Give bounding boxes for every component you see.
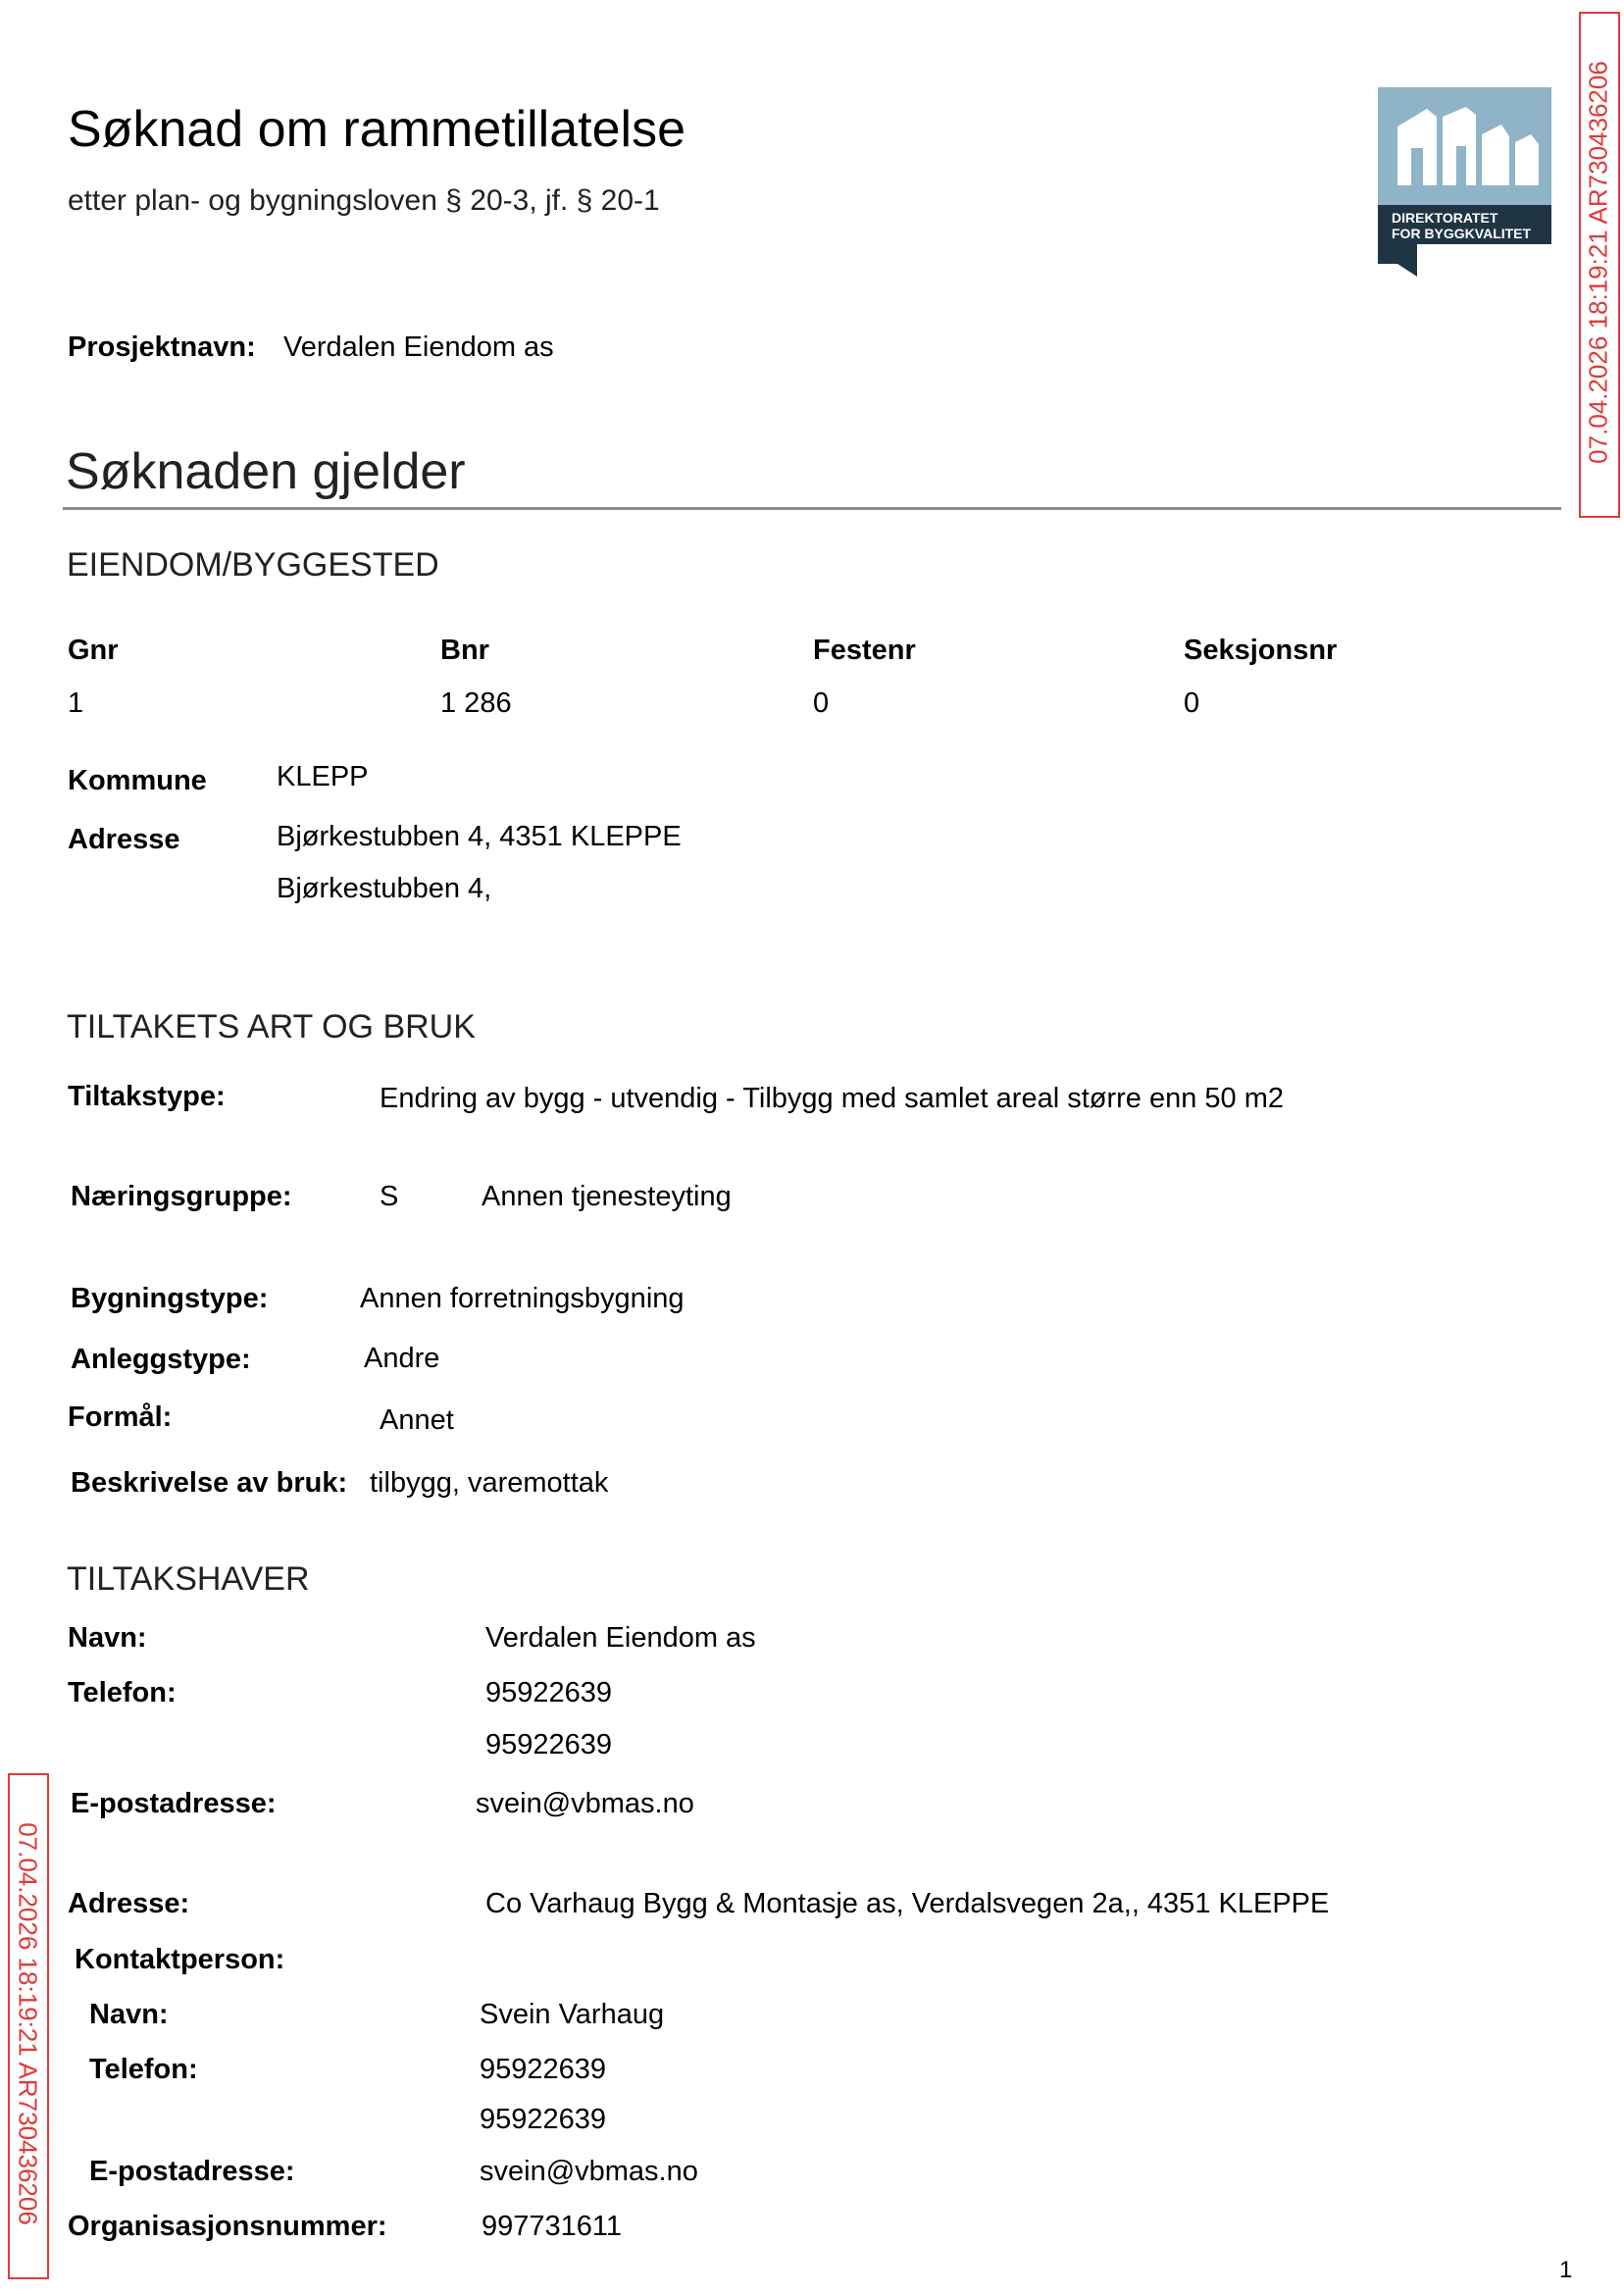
festenr-value: 0 — [813, 688, 830, 719]
stamp-text-left: 07.04.2026 18:19:21 AR730436206 — [13, 1822, 43, 2225]
organisasjonsnummer-label: Organisasjonsnummer: — [68, 2211, 387, 2242]
bygningstype-value: Annen forretningsbygning — [360, 1283, 685, 1314]
tiltakshaver-adresse-value: Co Varhaug Bygg & Montasje as, Verdalsvegen 2a,, 4351 KLEPPE — [485, 1888, 1330, 1919]
naeringsgruppe-label: Næringsgruppe: — [71, 1181, 292, 1212]
logo-line1: DIREKTORATET — [1392, 210, 1498, 226]
property-heading: EIENDOM/BYGGESTED — [67, 546, 439, 584]
naeringsgruppe-value: Annen tjenesteyting — [482, 1181, 732, 1212]
tiltakshaver-epost-label: E-postadresse: — [71, 1788, 277, 1819]
timestamp-stamp-right — [1579, 12, 1620, 518]
kontaktperson-label: Kontaktperson: — [75, 1944, 285, 1975]
formaal-value: Annet — [380, 1404, 454, 1436]
kontakt-telefon1: 95922639 — [480, 2054, 607, 2085]
adresse-label: Adresse — [68, 824, 180, 855]
kommune-value: KLEPP — [277, 761, 369, 792]
section-title: Søknaden gjelder — [66, 443, 466, 500]
document-subtitle: etter plan- og bygningsloven § 20-3, jf. § 20-1 — [68, 184, 660, 217]
tiltakshaver-navn-label: Navn: — [68, 1622, 147, 1654]
bnr-label: Bnr — [440, 635, 489, 666]
tiltakshaver-telefon1: 95922639 — [485, 1677, 613, 1708]
timestamp-stamp-left — [8, 1773, 49, 2279]
naeringsgruppe-code: S — [380, 1181, 399, 1212]
anleggstype-value: Andre — [364, 1343, 440, 1374]
adresse-line1: Bjørkestubben 4, 4351 KLEPPE — [277, 821, 682, 852]
seksjonsnr-value: 0 — [1184, 688, 1200, 719]
tiltakshaver-adresse-label: Adresse: — [68, 1888, 190, 1919]
seksjonsnr-label: Seksjonsnr — [1184, 635, 1338, 666]
beskrivelse-label: Beskrivelse av bruk: — [71, 1467, 348, 1499]
project-name-label: Prosjektnavn: — [68, 331, 256, 363]
tiltakshaver-telefon-label: Telefon: — [68, 1677, 177, 1708]
formaal-label: Formål: — [68, 1402, 173, 1433]
tiltakshaver-telefon2: 95922639 — [485, 1729, 613, 1760]
tiltakshaver-heading: TILTAKSHAVER — [67, 1560, 310, 1598]
project-name-value: Verdalen Eiendom as — [283, 331, 554, 363]
dibk-logo-graphic — [1378, 87, 1551, 277]
kommune-label: Kommune — [68, 765, 207, 796]
kontakt-navn-value: Svein Varhaug — [480, 1999, 665, 2030]
kontakt-telefon-label: Telefon: — [89, 2054, 198, 2085]
bygningstype-label: Bygningstype: — [71, 1283, 269, 1314]
gnr-label: Gnr — [68, 635, 119, 666]
kontakt-epost-value: svein@vbmas.no — [480, 2156, 698, 2187]
document-title: Søknad om rammetillatelse — [68, 101, 685, 158]
logo-line2: FOR BYGGKVALITET — [1392, 226, 1532, 241]
page-number: 1 — [1559, 2257, 1573, 2283]
tiltakshaver-navn-value: Verdalen Eiendom as — [485, 1622, 756, 1654]
tiltakshaver-epost-value: svein@vbmas.no — [476, 1788, 694, 1819]
stamp-text-right: 07.04.2026 18:19:21 AR730436206 — [1583, 61, 1613, 464]
bnr-value: 1 286 — [440, 688, 512, 719]
dibk-logo — [1378, 87, 1551, 277]
gnr-value: 1 — [68, 688, 84, 719]
section-divider — [63, 507, 1561, 510]
organisasjonsnummer-value: 997731611 — [482, 2211, 623, 2242]
kontakt-epost-label: E-postadresse: — [89, 2156, 295, 2187]
adresse-line2: Bjørkestubben 4, — [277, 873, 492, 904]
beskrivelse-value: tilbygg, varemottak — [370, 1467, 609, 1499]
tiltak-heading: TILTAKETS ART OG BRUK — [67, 1008, 476, 1045]
tiltakstype-label: Tiltakstype: — [68, 1081, 226, 1112]
kontakt-telefon2: 95922639 — [480, 2104, 607, 2135]
anleggstype-label: Anleggstype: — [71, 1344, 251, 1375]
kontakt-navn-label: Navn: — [89, 1999, 169, 2030]
tiltakstype-value: Endring av bygg - utvendig - Tilbygg med samlet areal større enn 50 m2 — [380, 1083, 1285, 1114]
festenr-label: Festenr — [813, 635, 916, 666]
